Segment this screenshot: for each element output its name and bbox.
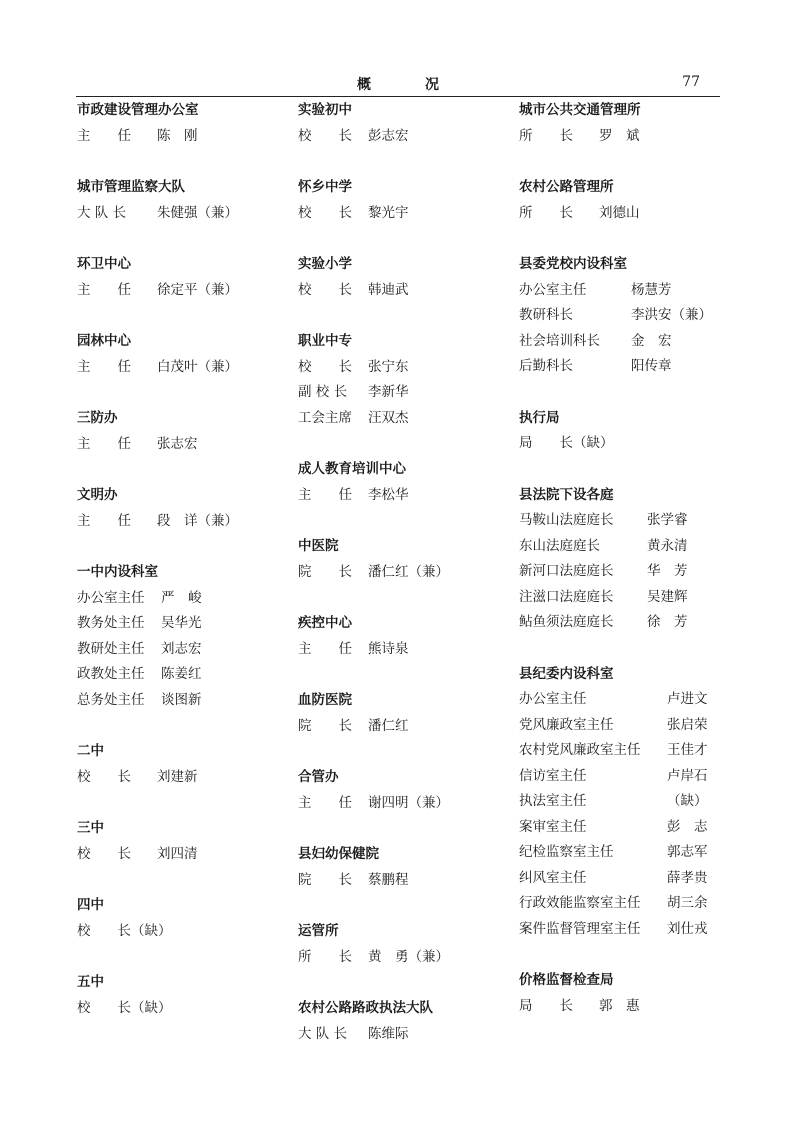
person-name: 谢四明（兼） <box>368 794 449 811</box>
section-court-tribunals <box>519 483 719 636</box>
entry <box>298 124 498 150</box>
entry <box>519 201 719 227</box>
entry <box>298 483 498 509</box>
section-title: 园林中心 <box>77 333 131 349</box>
role: 校 长（缺） <box>77 999 172 1016</box>
role: 院 长 <box>298 871 352 888</box>
entry <box>77 432 277 458</box>
entry <box>298 380 498 406</box>
section-title: 运管所 <box>298 923 339 939</box>
section-title: 实验小学 <box>298 256 352 272</box>
person-name: 刘建新 <box>157 768 198 785</box>
section-title: 文明办 <box>77 487 118 503</box>
person-name: 吴华光 <box>161 615 202 631</box>
role: 主 任 <box>77 435 131 452</box>
section-title: 农村公路路政执法大队 <box>298 1000 433 1016</box>
entry <box>519 329 719 355</box>
person-name: 刘四清 <box>157 845 198 862</box>
person-name: 金 宏 <box>631 332 672 349</box>
entry <box>519 917 719 943</box>
person-name: 张学睿 <box>647 512 688 528</box>
entry <box>519 585 719 611</box>
section-price-supervision-bureau <box>519 968 719 1019</box>
section-title: 疾控中心 <box>298 615 352 631</box>
section-title: 一中内设科室 <box>77 564 158 580</box>
section-public-transit <box>519 98 719 149</box>
page-header <box>76 70 720 97</box>
entry <box>519 354 719 380</box>
page-title: 概 况 <box>357 77 459 93</box>
column-2 <box>298 98 498 1073</box>
section-title: 中医院 <box>298 538 339 554</box>
entry <box>298 637 498 663</box>
section-title: 二中 <box>77 743 104 759</box>
section-title: 血防医院 <box>298 692 352 708</box>
entry <box>77 688 277 714</box>
role: 主 任 <box>77 281 131 298</box>
role: 校 长 <box>298 281 352 298</box>
section-municipal-construction-office <box>77 98 277 149</box>
role: 大 队 长 <box>77 204 127 221</box>
page-number: 77 <box>682 74 700 90</box>
role: 党风廉政室主任 <box>519 716 614 733</box>
role: 校 长 <box>77 768 131 785</box>
section-no2-school <box>77 739 277 790</box>
role: 校 长 <box>77 845 131 862</box>
entry <box>519 994 719 1020</box>
person-name: 刘仕戎 <box>667 920 708 937</box>
entry <box>519 431 719 457</box>
role: 校 长 <box>298 358 352 375</box>
section-sanitation-center <box>77 252 277 303</box>
section-tcm-hospital <box>298 534 498 585</box>
role: 执法室主任 <box>519 793 587 809</box>
entry <box>77 637 277 663</box>
section-title: 五中 <box>77 974 104 990</box>
role: 注滋口法庭庭长 <box>519 588 614 605</box>
person-name: 郭志军 <box>667 844 708 860</box>
section-party-school-departments <box>519 252 719 380</box>
section-rural-road-enforcement <box>298 996 498 1047</box>
person-name: （缺） <box>667 793 708 809</box>
role: 新河口法庭庭长 <box>519 563 614 579</box>
role: 纠风室主任 <box>519 869 587 886</box>
section-title: 城市管理监察大队 <box>77 179 185 195</box>
person-name: 华 芳 <box>647 563 688 579</box>
entry <box>519 124 719 150</box>
section-title: 四中 <box>77 897 104 913</box>
role: 所 长 <box>519 127 573 144</box>
role: 办公室主任 <box>77 589 145 606</box>
role: 总务处主任 <box>77 691 145 708</box>
entry <box>519 789 719 815</box>
entry <box>77 611 277 637</box>
role: 校 长 <box>298 127 352 144</box>
role: 教研科长 <box>519 307 573 323</box>
entry <box>519 866 719 892</box>
section-no5-school <box>77 970 277 1021</box>
entry <box>298 714 498 740</box>
role: 农村党风廉政室主任 <box>519 742 641 758</box>
section-title: 环卫中心 <box>77 256 131 272</box>
entry <box>519 610 719 636</box>
section-urban-management <box>77 175 277 226</box>
role: 鲇鱼须法庭庭长 <box>519 614 614 630</box>
entry <box>77 201 277 227</box>
section-civilization-office <box>77 483 277 534</box>
entry <box>298 560 498 586</box>
section-title: 城市公共交通管理所 <box>519 102 641 118</box>
role: 院 长 <box>298 717 352 734</box>
entry <box>519 534 719 560</box>
role: 教务处主任 <box>77 615 145 631</box>
person-name: 徐 芳 <box>647 614 688 630</box>
entry <box>298 868 498 894</box>
role: 主 任 <box>77 358 131 375</box>
person-name: 白茂叶（兼） <box>157 358 238 375</box>
section-discipline-commission-departments <box>519 662 719 943</box>
role: 大 队 长 <box>298 1025 348 1042</box>
entry <box>77 996 277 1022</box>
entry <box>77 355 277 381</box>
role: 主 任 <box>77 127 131 144</box>
person-name: 徐定平（兼） <box>157 281 238 298</box>
section-title: 实验初中 <box>298 102 352 118</box>
person-name: 卢进文 <box>667 691 708 707</box>
role: 主 任 <box>77 512 131 529</box>
section-title: 县妇幼保健院 <box>298 846 379 862</box>
section-title: 合管办 <box>298 769 339 785</box>
section-adult-education <box>298 457 498 508</box>
role: 副 校 长 <box>298 384 348 400</box>
role: 东山法庭庭长 <box>519 537 600 554</box>
person-name: 黎光宇 <box>368 204 409 221</box>
person-name: 韩迪武 <box>368 281 409 298</box>
person-name: 卢岸石 <box>667 767 708 784</box>
person-name: 杨慧芳 <box>631 281 672 298</box>
person-name: 黄 勇（兼） <box>368 948 449 965</box>
section-title: 农村公路管理所 <box>519 179 614 195</box>
person-name: 薛孝贵 <box>667 869 708 886</box>
entry <box>298 1022 498 1048</box>
entry <box>519 738 719 764</box>
person-name: 张宁东 <box>368 358 409 375</box>
section-maternal-child-hospital <box>298 842 498 893</box>
role: 教研处主任 <box>77 640 145 657</box>
section-title: 成人教育培训中心 <box>298 461 406 477</box>
person-name: 李新华 <box>368 384 409 400</box>
person-name: 潘仁红（兼） <box>368 563 449 580</box>
section-schistosomiasis-hospital <box>298 688 498 739</box>
section-cooperative-medical-office <box>298 765 498 816</box>
section-title: 三防办 <box>77 410 118 426</box>
entry <box>77 842 277 868</box>
section-garden-center <box>77 329 277 380</box>
role: 办公室主任 <box>519 691 587 707</box>
person-name: 汪双杰 <box>368 409 409 426</box>
section-experimental-primary <box>298 252 498 303</box>
person-name: 王佳才 <box>667 742 708 758</box>
person-name: 黄永清 <box>647 537 688 554</box>
section-rural-road-management <box>519 175 719 226</box>
role: 所 长 <box>298 948 352 965</box>
entry <box>77 509 277 535</box>
role: 校 长 <box>298 204 352 221</box>
person-name: 陈姜红 <box>161 666 202 682</box>
person-name: 严 峻 <box>161 589 202 606</box>
person-name: 刘志宏 <box>161 640 202 657</box>
role: 案件监督管理室主任 <box>519 920 641 937</box>
person-name: 熊诗泉 <box>368 640 409 657</box>
role: 社会培训科长 <box>519 332 600 349</box>
person-name: 蔡鹏程 <box>368 871 409 888</box>
section-title: 价格监督检查局 <box>519 972 614 988</box>
person-name: 谈图新 <box>161 691 202 708</box>
entry <box>519 559 719 585</box>
person-name: 彭 志 <box>667 818 708 835</box>
section-title: 县纪委内设科室 <box>519 665 614 682</box>
entry <box>519 815 719 841</box>
person-name: 潘仁红 <box>368 717 409 734</box>
entry <box>298 945 498 971</box>
role: 主 任 <box>298 794 352 811</box>
person-name: 陈维际 <box>368 1025 409 1042</box>
section-title: 执行局 <box>519 409 560 426</box>
section-title: 职业中专 <box>298 333 352 349</box>
role: 局 长 <box>519 997 573 1014</box>
entry <box>77 662 277 688</box>
entry <box>519 713 719 739</box>
person-name: 彭志宏 <box>368 127 409 144</box>
section-title: 三中 <box>77 820 104 836</box>
person-name: 陈 刚 <box>157 127 198 144</box>
column-3 <box>519 98 719 1045</box>
section-no3-school <box>77 816 277 867</box>
person-name: 阳传章 <box>631 358 672 374</box>
person-name: 刘德山 <box>599 204 640 221</box>
section-transport-management <box>298 919 498 970</box>
role: 后勤科长 <box>519 358 573 374</box>
role: 局 长（缺） <box>519 435 614 451</box>
section-enforcement-bureau <box>519 406 719 457</box>
entry <box>298 355 498 381</box>
role: 校 长（缺） <box>77 922 172 939</box>
section-sanfang-office <box>77 406 277 457</box>
role: 马鞍山法庭庭长 <box>519 512 614 528</box>
role: 工会主席 <box>298 409 352 426</box>
entry <box>298 406 498 432</box>
role: 办公室主任 <box>519 281 587 298</box>
role: 案审室主任 <box>519 818 587 835</box>
entry <box>519 764 719 790</box>
column-1 <box>77 98 277 1047</box>
entry <box>77 586 277 612</box>
role: 政教处主任 <box>77 666 145 682</box>
entry <box>519 687 719 713</box>
person-name: 吴建辉 <box>647 588 688 605</box>
entry <box>519 303 719 329</box>
entry <box>519 840 719 866</box>
entry <box>77 919 277 945</box>
person-name: 张志宏 <box>157 435 198 452</box>
person-name: 李松华 <box>368 486 409 503</box>
role: 主 任 <box>298 486 352 503</box>
entry <box>519 278 719 304</box>
section-title: 市政建设管理办公室 <box>77 102 199 118</box>
entry <box>519 891 719 917</box>
entry <box>298 278 498 304</box>
person-name: 郭 惠 <box>599 997 640 1014</box>
section-experimental-junior-high <box>298 98 498 149</box>
role: 所 长 <box>519 204 573 221</box>
person-name: 李洪安（兼） <box>631 307 712 323</box>
section-vocational-school <box>298 329 498 431</box>
section-huaixiang-middle-school <box>298 175 498 226</box>
section-cdc <box>298 611 498 662</box>
section-no1-school-departments <box>77 560 277 713</box>
entry <box>298 201 498 227</box>
entry <box>77 124 277 150</box>
section-title: 县法院下设各庭 <box>519 486 614 503</box>
role: 院 长 <box>298 563 352 580</box>
entry <box>77 765 277 791</box>
role: 信访室主任 <box>519 767 587 784</box>
person-name: 罗 斌 <box>599 127 640 144</box>
role: 主 任 <box>298 640 352 657</box>
role: 行政效能监察室主任 <box>519 895 641 911</box>
section-no4-school <box>77 893 277 944</box>
person-name: 胡三余 <box>667 895 708 911</box>
person-name: 张启荣 <box>667 716 708 733</box>
person-name: 朱健强（兼） <box>157 204 238 221</box>
entry <box>298 791 498 817</box>
role: 纪检监察室主任 <box>519 844 614 860</box>
entry <box>77 278 277 304</box>
section-title: 怀乡中学 <box>298 179 352 195</box>
entry <box>519 508 719 534</box>
person-name: 段 详（兼） <box>157 512 238 529</box>
section-title: 县委党校内设科室 <box>519 256 627 272</box>
